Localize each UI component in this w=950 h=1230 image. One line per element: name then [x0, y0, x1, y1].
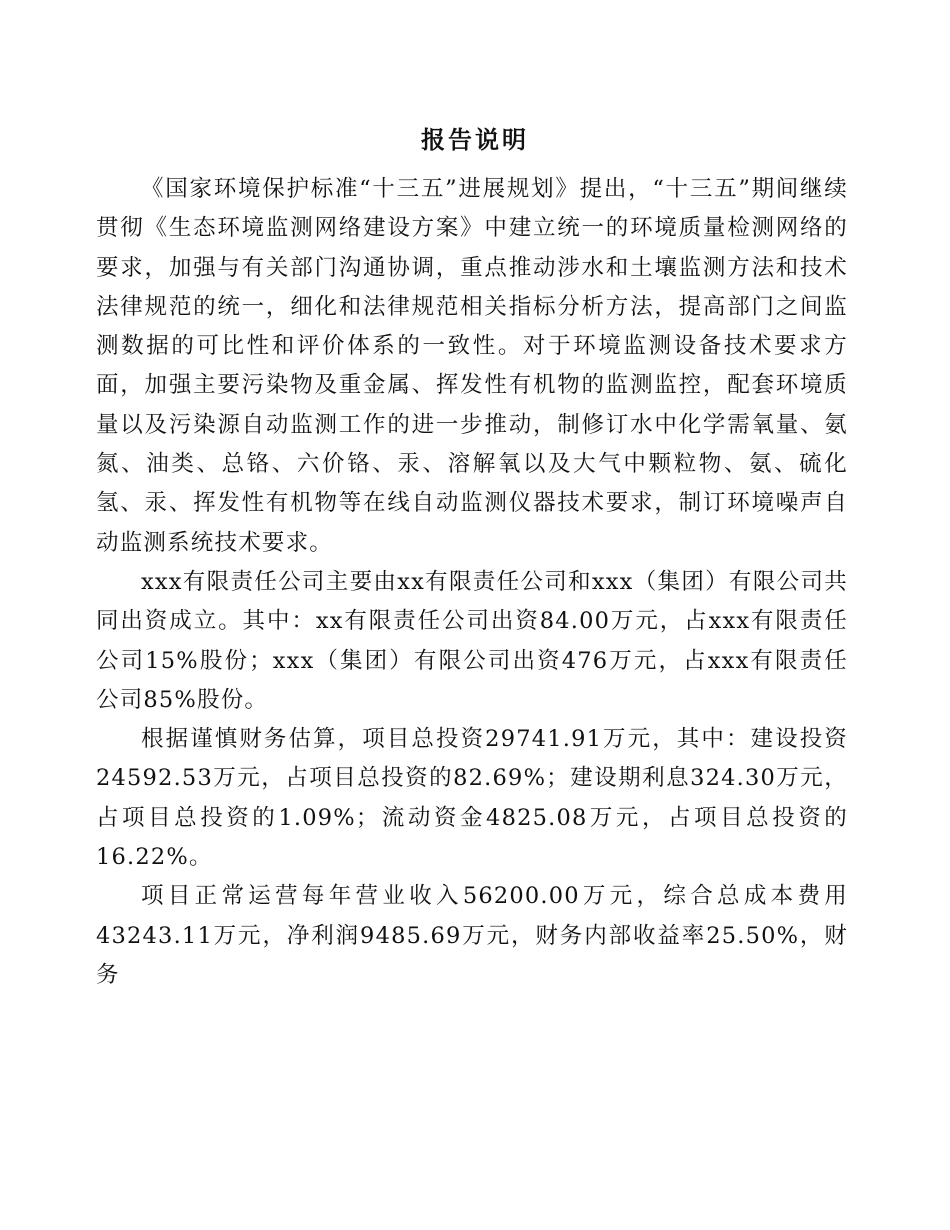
paragraph-shareholders: xxx有限责任公司主要由xx有限责任公司和xxx（集团）有限公司共同出资成立。其中：xx有限责任公司出资84.00万元，占xxx有限责任公司15%股份；xxx（集团）有限公司出资476万元，占xxx有限责任公司85%股份。	[96, 568, 848, 713]
paragraph-investment: 根据谨慎财务估算，项目总投资29741.91万元，其中：建设投资24592.53万元，占项目总投资的82.69%；建设期利息324.30万元，占项目总投资的1.09%；流动资金4825.08万元，占项目总投资的16.22%。	[96, 726, 848, 871]
paragraph-background: 《国家环境保护标准“十三五”进展规划》提出，“十三五”期间继续贯彻《生态环境监测网络建设方案》中建立统一的环境质量检测网络的要求，加强与有关部门沟通协调，重点推动涉水和土壤监测方法和技术法律规范的统一，细化和法律规范相关指标分析方法，提高部门之间监测数据的可比性和评价体系的一致性。对于环境监测设备技术要求方面，加强主要污染物及重金属、挥发性有机物的监测监控，配套环境质量以及污染源自动监测工作的进一步推动，制修订水中化学需氧量、氨氮、油类、总铬、六价铬、汞、溶解氧以及大气中颗粒物、氨、硫化氢、汞、挥发性有机物等在线自动监测仪器技术要求，制订环境噪声自动监测系统技术要求。	[96, 176, 848, 556]
paragraph-revenue: 项目正常运营每年营业收入56200.00万元，综合总成本费用43243.11万元，净利润9485.69万元，财务内部收益率25.50%，财务	[96, 883, 848, 988]
report-body	[96, 170, 848, 995]
page-title: 报告说明	[421, 126, 529, 154]
